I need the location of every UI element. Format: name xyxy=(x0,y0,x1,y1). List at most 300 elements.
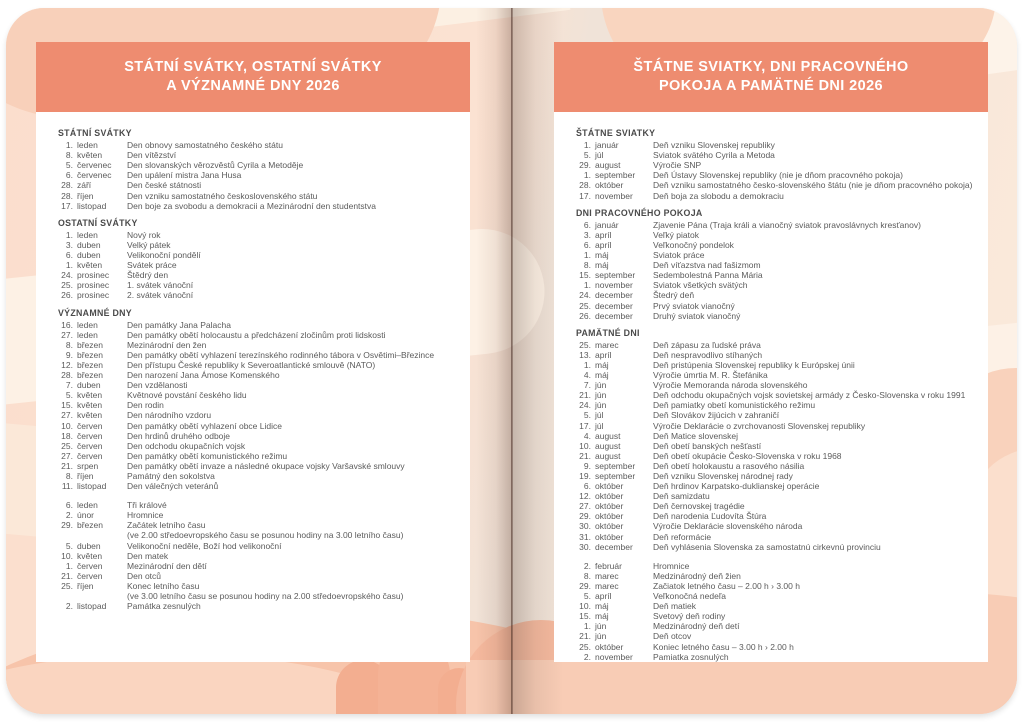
holiday-title: Pamiatka zosnulých xyxy=(653,651,729,662)
holiday-month: srpen xyxy=(77,460,99,471)
holiday-title: Deň vzniku samostatného česko-slovenského štátu (nie je dňom pracovného pokoja) xyxy=(653,180,973,191)
holiday-title: Výročie Memoranda národa slovenského xyxy=(653,380,808,391)
holiday-title: Deň reformácie xyxy=(653,531,712,542)
holiday-day: 15. xyxy=(61,400,73,411)
holiday-day: 12. xyxy=(579,491,591,502)
holiday-day: 1. xyxy=(65,260,73,271)
holiday-day: 1. xyxy=(583,280,591,291)
holiday-day: 15. xyxy=(579,611,591,622)
holiday-day: 8. xyxy=(583,260,591,271)
holiday-title: Den narození Jana Ámose Komenského xyxy=(127,370,280,381)
holiday-title: Den vítězství xyxy=(127,150,177,161)
holiday-month: apríl xyxy=(595,349,612,360)
holiday-month: květen xyxy=(77,390,103,401)
holiday-title: Velký pátek xyxy=(127,239,171,250)
holiday-day: 12. xyxy=(61,359,73,370)
holiday-title: Medzinárodný deň detí xyxy=(653,621,740,632)
holiday-row xyxy=(576,521,976,531)
holiday-day: 1. xyxy=(583,250,591,261)
holiday-month: květen xyxy=(77,260,103,271)
holiday-month: březen xyxy=(77,520,103,531)
holiday-month: jún xyxy=(595,621,607,632)
holiday-month: červenec xyxy=(77,170,112,181)
holiday-day: 6. xyxy=(583,481,591,492)
holiday-title: Deň obetí okupácie Česko-Slovenska v roku 1968 xyxy=(653,450,842,461)
holiday-title: Deň víťazstva nad fašizmom xyxy=(653,260,761,271)
holiday-day: 27. xyxy=(61,410,73,421)
holiday-row xyxy=(576,380,976,390)
holiday-month: prosinec xyxy=(77,280,110,291)
holiday-group xyxy=(58,500,458,611)
holiday-row xyxy=(58,160,458,170)
holiday-row xyxy=(576,591,976,601)
holiday-row xyxy=(58,320,458,330)
holiday-title: Veľký piatok xyxy=(653,229,699,240)
holiday-row xyxy=(576,160,976,170)
holiday-day: 1. xyxy=(583,140,591,151)
holiday-month: jún xyxy=(595,380,607,391)
holiday-day: 29. xyxy=(579,511,591,522)
holiday-title: Den památky Jana Palacha xyxy=(127,319,231,330)
holiday-title: Výročie SNP xyxy=(653,160,702,171)
holiday-title: Den památky obětí vyhlazení terezínského rodinného tábora v Osvětimi–Březince xyxy=(127,349,435,360)
holiday-month: december xyxy=(595,541,633,552)
holiday-title: Deň otcov xyxy=(653,631,692,642)
holiday-month: január xyxy=(595,140,619,151)
holiday-row xyxy=(58,191,458,201)
holiday-title: Deň obetí banských nešťastí xyxy=(653,440,762,451)
holiday-month: december xyxy=(595,290,633,301)
holiday-row xyxy=(576,350,976,360)
holiday-group xyxy=(576,561,976,662)
holiday-row xyxy=(576,360,976,370)
holiday-month: březen xyxy=(77,359,103,370)
holiday-title: Den vzdělanosti xyxy=(127,380,188,391)
holiday-month: duben xyxy=(77,380,101,391)
holiday-title: Deň Slovákov žijúcich v zahraničí xyxy=(653,410,780,421)
section-heading: PAMÄTNÉ DNI xyxy=(576,327,640,338)
holiday-row xyxy=(576,180,976,190)
holiday-month: jún xyxy=(595,631,607,642)
holiday-title: Den válečných veteránů xyxy=(127,481,219,492)
holiday-month: august xyxy=(595,450,621,461)
holiday-row xyxy=(58,240,458,250)
section-heading: STÁTNÍ SVÁTKY xyxy=(58,128,132,138)
holiday-month: leden xyxy=(77,329,98,340)
holiday-row xyxy=(576,370,976,380)
holiday-row xyxy=(576,230,976,240)
holiday-day: 29. xyxy=(61,520,73,531)
holiday-day: 1. xyxy=(65,229,73,240)
holiday-month: červen xyxy=(77,440,103,451)
holiday-day: 21. xyxy=(579,450,591,461)
holiday-month: jún xyxy=(595,390,607,401)
holiday-title: Sviatok všetkých svätých xyxy=(653,280,748,291)
holiday-month: október xyxy=(595,641,624,652)
holiday-title: Velikonoční pondělí xyxy=(127,250,201,261)
holiday-title: Květnové povstání českého lidu xyxy=(127,390,247,401)
holiday-group xyxy=(58,230,458,301)
holiday-day: 17. xyxy=(579,420,591,431)
holiday-day: 28. xyxy=(579,180,591,191)
holiday-day: 25. xyxy=(61,440,73,451)
section-heading: ŠTÁTNE SVIATKY xyxy=(576,128,656,138)
holiday-row xyxy=(58,290,458,300)
holiday-row xyxy=(58,431,458,441)
holiday-month: květen xyxy=(77,150,103,161)
holiday-month: květen xyxy=(77,410,103,421)
holiday-title: Den památky obětí invaze a následné okupace vojsky Varšavské smlouvy xyxy=(127,460,405,471)
holiday-row xyxy=(58,520,458,530)
holiday-row xyxy=(576,481,976,491)
holiday-title: Deň pamiatky obetí komunistického režimu xyxy=(653,400,816,411)
holiday-day: 10. xyxy=(579,601,591,612)
left-page xyxy=(36,42,470,662)
title-line: ŠTÁTNE SVIATKY, DNI PRACOVNÉHO xyxy=(633,59,909,75)
holiday-row xyxy=(576,491,976,501)
holiday-title: Začátek letního času xyxy=(127,520,206,531)
holiday-month: apríl xyxy=(595,239,612,250)
holiday-day: 29. xyxy=(579,580,591,591)
holiday-month: október xyxy=(595,501,624,512)
holiday-month: květen xyxy=(77,400,103,411)
holiday-title: Tři králové xyxy=(127,500,167,511)
holiday-month: november xyxy=(595,280,633,291)
holiday-row xyxy=(576,501,976,511)
holiday-day: 28. xyxy=(61,180,73,191)
holiday-day: 25. xyxy=(579,339,591,350)
holiday-row xyxy=(576,220,976,230)
holiday-title: Deň vzniku Slovenskej republiky xyxy=(653,140,775,151)
holiday-day: 27. xyxy=(61,329,73,340)
holiday-group xyxy=(576,340,976,552)
holiday-row xyxy=(58,500,458,510)
planner-spread xyxy=(6,8,1017,714)
holiday-title: Veľkonočná nedeľa xyxy=(653,591,727,602)
holiday-title: Den hrdinů druhého odboje xyxy=(127,430,231,441)
holiday-day: 30. xyxy=(579,541,591,552)
holiday-day: 6. xyxy=(65,500,73,511)
holiday-row xyxy=(58,340,458,350)
holiday-row xyxy=(576,441,976,451)
holiday-title: Začiatok letného času – 2.00 h › 3.00 h xyxy=(653,580,800,591)
right-page-holiday-list xyxy=(554,112,988,662)
holiday-day: 6. xyxy=(583,239,591,250)
holiday-day: 26. xyxy=(579,310,591,321)
holiday-month: máj xyxy=(595,359,609,370)
holiday-day: 8. xyxy=(583,570,591,581)
holiday-day: 3. xyxy=(583,229,591,240)
holiday-day: 1. xyxy=(583,359,591,370)
title-line: A VÝZNAMNÉ DNY 2026 xyxy=(166,78,340,94)
holiday-day: 21. xyxy=(579,631,591,642)
section-heading: VÝZNAMNÉ DNY xyxy=(58,307,132,318)
holiday-day: 29. xyxy=(579,160,591,171)
holiday-day: 10. xyxy=(61,550,73,561)
holiday-title: Nový rok xyxy=(127,229,161,240)
holiday-row xyxy=(576,431,976,441)
holiday-day: 1. xyxy=(583,621,591,632)
holiday-title: Svetový deň rodiny xyxy=(653,611,726,622)
holiday-title: Konec letního času xyxy=(127,580,200,591)
holiday-day: 2. xyxy=(65,510,73,521)
holiday-title: Den vzniku samostatného československého státu xyxy=(127,190,318,201)
holiday-title: Druhý sviatok vianočný xyxy=(653,310,741,321)
holiday-row xyxy=(58,170,458,180)
holiday-title: Den slovanských věrozvěstů Cyrila a Metoděje xyxy=(127,160,304,171)
section-heading: DNI PRACOVNÉHO POKOJA xyxy=(576,207,703,218)
holiday-row xyxy=(576,561,976,571)
holiday-month: září xyxy=(77,180,92,191)
holiday-month: červenec xyxy=(77,160,112,171)
holiday-row xyxy=(58,441,458,451)
holiday-month: apríl xyxy=(595,591,612,602)
holiday-month: november xyxy=(595,651,633,662)
holiday-day: 25. xyxy=(579,300,591,311)
holiday-day: 3. xyxy=(65,239,73,250)
holiday-row xyxy=(576,400,976,410)
holiday-title: Velikonoční neděle, Boží hod velikonoční xyxy=(127,540,282,551)
holiday-row xyxy=(576,280,976,290)
holiday-row xyxy=(576,390,976,400)
holiday-title: Hromnice xyxy=(653,560,690,571)
holiday-note: (ve 2.00 středoevropského času se posunou hodiny na 3.00 letního času) xyxy=(127,530,404,541)
holiday-day: 25. xyxy=(61,580,73,591)
holiday-month: leden xyxy=(77,500,98,511)
holiday-row xyxy=(58,180,458,190)
holiday-day: 5. xyxy=(583,591,591,602)
holiday-month: máj xyxy=(595,260,609,271)
holiday-month: listopad xyxy=(77,200,107,211)
holiday-month: október xyxy=(595,180,624,191)
holiday-title: Zjavenie Pána (Traja králi a vianočný sviatok pravoslávnych kresťanov) xyxy=(653,219,921,230)
holiday-row xyxy=(576,621,976,631)
holiday-month: leden xyxy=(77,229,98,240)
holiday-title: Deň samizdatu xyxy=(653,491,710,502)
holiday-row xyxy=(576,270,976,280)
holiday-row xyxy=(58,581,458,591)
holiday-title: Výročie Deklarácie slovenského národa xyxy=(653,521,803,532)
holiday-day: 1. xyxy=(583,170,591,181)
holiday-row xyxy=(58,390,458,400)
left-page-title xyxy=(36,42,470,112)
holiday-month: duben xyxy=(77,250,101,261)
holiday-title: 1. svátek vánoční xyxy=(127,280,194,291)
holiday-month: říjen xyxy=(77,471,94,481)
holiday-month: říjen xyxy=(77,580,94,591)
holiday-row xyxy=(576,250,976,260)
holiday-day: 19. xyxy=(579,471,591,481)
holiday-day: 6. xyxy=(65,250,73,261)
holiday-month: máj xyxy=(595,611,609,622)
holiday-row xyxy=(576,532,976,542)
holiday-day: 5. xyxy=(65,160,73,171)
holiday-row xyxy=(58,481,458,491)
holiday-row xyxy=(58,400,458,410)
holiday-title: Deň nespravodlivo stíhaných xyxy=(653,349,763,360)
holiday-day: 1. xyxy=(65,140,73,151)
holiday-group xyxy=(576,140,976,201)
holiday-title: Den boje za svobodu a demokracii a Mezinárodní den studentstva xyxy=(127,200,377,211)
holiday-day: 21. xyxy=(61,460,73,471)
holiday-title: Štedrý deň xyxy=(653,290,695,301)
holiday-title: Sviatok práce xyxy=(653,250,705,261)
holiday-row xyxy=(58,471,458,481)
holiday-day: 8. xyxy=(65,339,73,350)
holiday-title: Deň hrdinov Karpatsko-duklianskej operácie xyxy=(653,481,820,492)
holiday-row xyxy=(576,311,976,321)
holiday-row xyxy=(58,571,458,581)
holiday-row xyxy=(576,260,976,270)
holiday-title: Sviatok svätého Cyrila a Metoda xyxy=(653,150,775,161)
holiday-row xyxy=(576,301,976,311)
holiday-title: Deň matiek xyxy=(653,601,696,612)
holiday-row xyxy=(58,230,458,240)
holiday-month: březen xyxy=(77,339,103,350)
holiday-month: jún xyxy=(595,400,607,411)
holiday-title: Den odchodu okupačních vojsk xyxy=(127,440,246,451)
holiday-month: prosinec xyxy=(77,270,110,281)
holiday-day: 27. xyxy=(579,501,591,512)
holiday-month: červen xyxy=(77,570,103,581)
holiday-title: Štědrý den xyxy=(127,270,169,281)
holiday-month: september xyxy=(595,170,636,181)
holiday-month: február xyxy=(595,560,622,571)
holiday-title: Svátek práce xyxy=(127,260,177,271)
holiday-month: červen xyxy=(77,560,103,571)
holiday-row xyxy=(58,451,458,461)
holiday-row xyxy=(58,260,458,270)
holiday-group xyxy=(58,320,458,492)
right-page xyxy=(554,42,988,662)
holiday-month: říjen xyxy=(77,190,94,201)
holiday-title: Deň pristúpenia Slovenskej republiky k Európskej únii xyxy=(653,359,855,370)
holiday-row xyxy=(576,642,976,652)
holiday-month: august xyxy=(595,160,621,171)
holiday-group xyxy=(576,220,976,321)
holiday-month: november xyxy=(595,190,633,201)
holiday-row xyxy=(58,561,458,571)
book-spine-shadow xyxy=(476,8,512,714)
holiday-month: listopad xyxy=(77,481,107,492)
holiday-month: máj xyxy=(595,250,609,261)
holiday-row xyxy=(58,270,458,280)
holiday-day: 7. xyxy=(65,380,73,391)
holiday-title: Deň boja za slobodu a demokraciu xyxy=(653,190,784,201)
holiday-title: 2. svátek vánoční xyxy=(127,290,194,301)
holiday-month: január xyxy=(595,219,619,230)
holiday-row xyxy=(576,581,976,591)
holiday-day: 13. xyxy=(579,349,591,360)
holiday-row xyxy=(576,471,976,481)
holiday-month: október xyxy=(595,491,624,502)
holiday-title: Den přístupu České republiky k Severoatlantické smlouvě (NATO) xyxy=(127,359,376,370)
holiday-title: Den matek xyxy=(127,550,169,561)
holiday-row xyxy=(58,410,458,420)
holiday-day: 6. xyxy=(583,219,591,230)
holiday-day: 24. xyxy=(579,400,591,411)
holiday-row xyxy=(58,140,458,150)
holiday-title: Den české státnosti xyxy=(127,180,202,191)
holiday-month: október xyxy=(595,511,624,522)
holiday-day: 9. xyxy=(583,460,591,471)
holiday-title: Mezinárodní den žen xyxy=(127,339,207,350)
holiday-row xyxy=(576,240,976,250)
holiday-month: leden xyxy=(77,319,98,330)
holiday-month: december xyxy=(595,310,633,321)
book-spine xyxy=(511,8,513,714)
holiday-title: Den otců xyxy=(127,570,162,581)
holiday-title: Deň obetí holokaustu a rasového násilia xyxy=(653,460,805,471)
holiday-row xyxy=(58,601,458,611)
holiday-row xyxy=(576,421,976,431)
holiday-row xyxy=(576,611,976,621)
holiday-row xyxy=(58,461,458,471)
holiday-day: 2. xyxy=(65,601,73,612)
holiday-row xyxy=(576,461,976,471)
holiday-day: 25. xyxy=(579,641,591,652)
holiday-day: 5. xyxy=(583,410,591,421)
holiday-month: prosinec xyxy=(77,290,110,301)
holiday-day: 4. xyxy=(583,430,591,441)
holiday-row xyxy=(576,601,976,611)
right-page-title xyxy=(554,42,988,112)
holiday-title: Den národního vzdoru xyxy=(127,410,212,421)
holiday-day: 17. xyxy=(579,190,591,201)
holiday-month: květen xyxy=(77,550,103,561)
holiday-month: duben xyxy=(77,239,101,250)
holiday-row xyxy=(576,150,976,160)
holiday-day: 10. xyxy=(579,440,591,451)
holiday-day: 26. xyxy=(61,290,73,301)
holiday-title: Deň Matice slovenskej xyxy=(653,430,739,441)
holiday-title: Den památky obětí komunistického režimu xyxy=(127,450,288,461)
holiday-day: 9. xyxy=(65,349,73,360)
holiday-row xyxy=(58,380,458,390)
holiday-month: október xyxy=(595,521,624,532)
holiday-row xyxy=(576,340,976,350)
holiday-day: 8. xyxy=(65,471,73,481)
holiday-title: Památka zesnulých xyxy=(127,601,201,612)
holiday-day: 1. xyxy=(65,560,73,571)
holiday-day: 11. xyxy=(61,481,73,492)
holiday-month: listopad xyxy=(77,601,107,612)
holiday-title: Koniec letného času – 3.00 h › 2.00 h xyxy=(653,641,794,652)
holiday-day: 2. xyxy=(583,651,591,662)
holiday-day: 30. xyxy=(579,521,591,532)
holiday-day: 28. xyxy=(61,370,73,381)
holiday-month: august xyxy=(595,430,621,441)
holiday-day: 5. xyxy=(583,150,591,161)
holiday-title: Mezinárodní den dětí xyxy=(127,560,207,571)
holiday-day: 24. xyxy=(579,290,591,301)
holiday-month: júl xyxy=(595,150,604,161)
holiday-row xyxy=(58,370,458,380)
holiday-month: červen xyxy=(77,450,103,461)
holiday-month: september xyxy=(595,460,636,471)
holiday-row xyxy=(576,571,976,581)
holiday-note: (ve 3.00 letního času se posunou hodiny na 2.00 středoevropského času) xyxy=(127,591,404,602)
holiday-row xyxy=(576,410,976,420)
holiday-row xyxy=(58,201,458,211)
holiday-day: 31. xyxy=(579,531,591,542)
holiday-day: 2. xyxy=(583,560,591,571)
holiday-day: 7. xyxy=(583,380,591,391)
holiday-month: březen xyxy=(77,349,103,360)
holiday-day: 24. xyxy=(61,270,73,281)
holiday-month: júl xyxy=(595,410,604,421)
holiday-row xyxy=(576,191,976,201)
